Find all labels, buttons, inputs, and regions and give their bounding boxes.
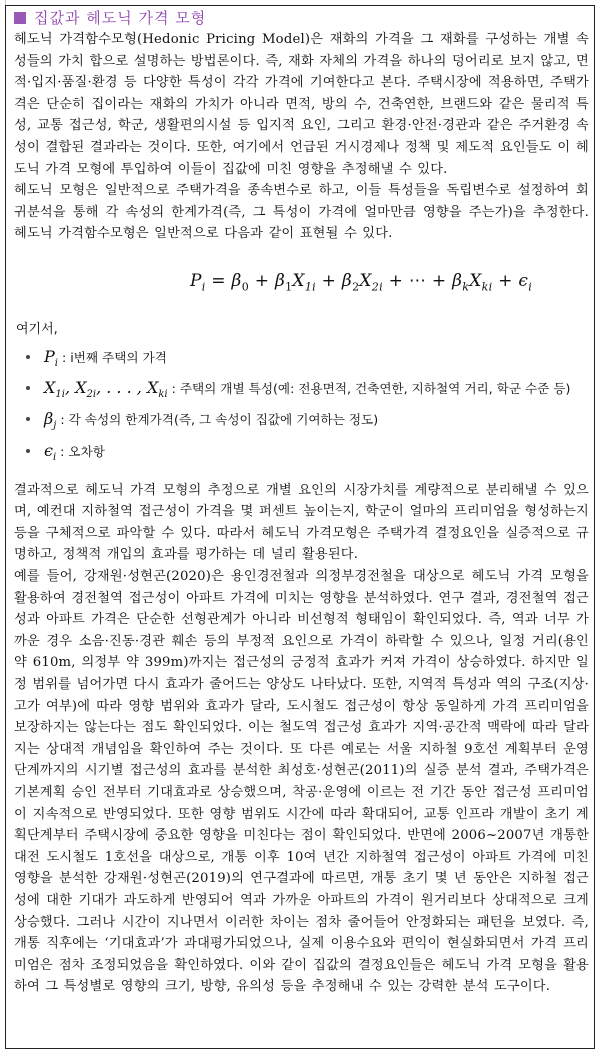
hedonic-formula: $P_i = \beta_0 + \beta_1X_{1i} + \beta_2X_{2i}$ + ⋯ + $\beta_kX_{ki} + \epsilon_i$ bbox=[190, 270, 533, 294]
definition-text: : 오차항 bbox=[56, 443, 105, 459]
bullet-icon bbox=[26, 417, 30, 421]
definition-item-price bbox=[24, 345, 589, 376]
symbol-x-series: $X_{1i}$, $X_{2i}$, . . . , $X_{ki}$ bbox=[44, 378, 168, 401]
definition-item-marginal-price bbox=[24, 407, 589, 438]
intro-paragraph-1: 헤도닉 가격함수모형(Hedonic Pricing Model)은 재화의 가격을 그 재화를 구성하는 개별 속성들의 가치 합으로 설명하는 방법론이다. 즉, 재화 자체의 가격을 하나의 덩어리로 보지 않고, 면적·입지·품질·환경 등 다양한 특성이 각각 가격에 기여한다고 본다. 주택시장에 적용하면, 주택가격은 단순히 집이라는 재화의 가치가 아니라 면적, 방의 수, 건축연한, 브랜드와 같은 물리적 특성, 교통 접근성, 학군, 생활편의시설 등 입지적 요인, 그리고 환경·안전·경관과 같은 주거환경 속성이 결합된 결과라는 것이다. 또한, 여기에서 언급된 거시경제나 정책 및 제도적 요인들도 이 헤도닉 가격 모형에 투입하여 이들이 집값에 미친 영향을 추정해낼 수 있다. bbox=[14, 32, 589, 177]
definition-item-error-term bbox=[24, 439, 589, 470]
bullet-icon bbox=[26, 386, 30, 390]
section-title-text: 집값과 헤도닉 가격 모형 bbox=[34, 9, 207, 27]
symbol-p-i: $P_i$ bbox=[44, 346, 58, 370]
purple-square-bullet-icon bbox=[14, 12, 26, 24]
body-paragraph-examples: 예를 들어, 강재원·성현곤(2020)은 용인경전철과 의정부경전철을 대상으로 헤도닉 가격 모형을 활용하여 경전철역 접근성이 아파트 가격에 미치는 영향을 분석하였다. 연구 결과, 경전철역 접근성과 아파트 가격은 단순한 선형관계가 아니라 비선형적 형태임이 확인되었다. 즉, 역과 너무 가까운 경우 소음·진동·경관 훼손 등의 부정적 요인으로 가격이 하락할 수 있으나, 일정 거리(용인 약 610m, 의정부 약 399m)까지는 접근성의 긍정적 효과가 커져 가격이 상승하였다. 하지만 일정 범위를 넘어가면 다시 효과가 줄어드는 양상도 나타났다. 또한, 지역적 특성과 역의 구조(지상·고가 여부)에 따라 영향 범위와 효과가 달라, 도시철도 접근성이 항상 동일하게 가격 프리미엄을 보장하지는 않는다는 점도 확인되었다. 이는 철도역 접근성 효과가 지역·공간적 맥락에 따라 달라지는 상대적 개념임을 확인하여 주는 것이다. 또 다른 예로는 서울 지하철 9호선 계획부터 운영 단계까지의 시기별 접근성의 효과를 분석한 최성호·성현곤(2011)의 실증 분석 결과, 주택가격은 기본계획 승인 전부터 기대효과로 상승했으며, 착공·운영에 이르는 전 기간 동안 접근성 프리미엄이 지속적으로 반영되었다. 또한 영향 범위도 시간에 따라 확대되어, 교통 인프라 개발이 초기 계획단계부터 주택시장에 중요한 영향을 미친다는 점이 확인되었다. 반면에 2006~2007년 개통한 대전 도시철도 1호선을 대상으로, 개통 이후 10여 년간 지하철역 접근성이 아파트 가격에 미친 영향을 분석한 강재원·성현곤(2019)의 연구결과에 따르면, 개통 초기 몇 년 동안은 지하철 접근성에 대한 기대가 과도하게 반영되어 역과 가까운 아파트의 가격이 원거리보다 상대적으로 크게 상승했다. 그러나 시간이 지나면서 이러한 차이는 점차 줄어들어 안정화되는 패턴을 보였다. 즉, 개통 직후에는 ‘기대효과’가 과대평가되었으나, 실제 이용수요와 편익이 현실화되면서 가격 프리미엄은 점차 조정되었음을 확인하였다. 이와 같이 집값의 결정요인들은 헤도닉 가격 모형을 활용하여 그 특성별로 영향의 크기, 방향, 유의성 등을 추정해내 수 있는 강력한 분석 도구이다. bbox=[14, 569, 589, 995]
definition-text: : 각 속성의 한계가격(즉, 그 속성이 집값에 기여하는 정도) bbox=[56, 412, 379, 428]
definition-text: : i번째 주택의 가격 bbox=[57, 349, 167, 365]
document-content-box bbox=[5, 5, 595, 1049]
symbol-epsilon-i: $\epsilon_i$ bbox=[44, 440, 57, 463]
where-label: 여기서, bbox=[16, 321, 58, 337]
body-paragraph-conclusion: 결과적으로 헤도닉 가격 모형의 추정으로 개별 요인의 시장가치를 계량적으로 분리해낼 수 있으며, 예컨대 지하철역 접근성이 가격을 몇 퍼센트 높이는지, 학군이 얼마의 프리미엄을 형성하는지 등을 구체적으로 파악할 수 있다. 따라서 헤도닉 가격모형은 주택가격 결정요인을 실증적으로 규명하고, 정책적 개입의 효과를 평가하는 데 널리 활용된다. bbox=[14, 482, 589, 563]
intro-paragraph-2: 헤도닉 모형은 일반적으로 주택가격을 종속변수로 하고, 이들 특성들을 독립변수로 설정하여 회귀분석을 통해 각 속성의 한계가격(즉, 그 특성이 가격에 얼마만큼 영향을 주는가)을 추정한다. 헤도닉 가격함수모형은 일반적으로 다음과 같이 표현될 수 있다. bbox=[14, 183, 589, 242]
definition-text: : 주택의 개별 특성(예: 전용면적, 건축연한, 지하철역 거리, 학군 수준 등) bbox=[167, 381, 571, 397]
symbol-beta-j: $\beta_j$ bbox=[44, 409, 57, 432]
section-title bbox=[14, 7, 589, 29]
bullet-icon bbox=[26, 449, 30, 453]
bullet-icon bbox=[26, 355, 30, 359]
definition-item-characteristics bbox=[24, 376, 589, 407]
variable-definitions-list bbox=[14, 345, 589, 470]
hedonic-formula-block bbox=[14, 245, 589, 317]
